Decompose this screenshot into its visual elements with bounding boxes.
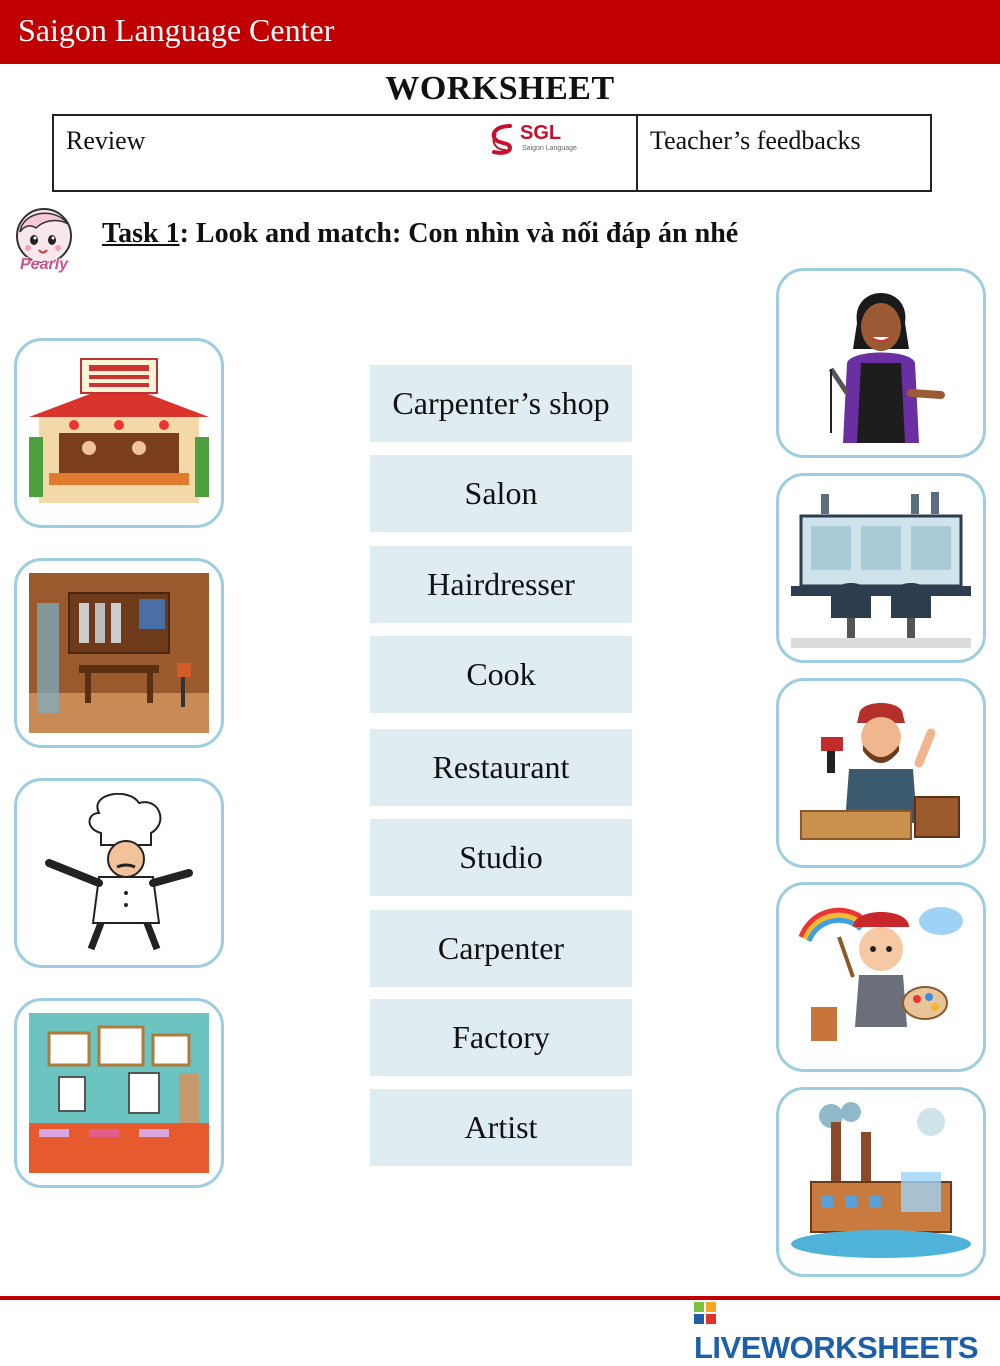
worksheet-title: WORKSHEET: [385, 70, 615, 107]
mascot-name: Pearly: [20, 256, 69, 273]
restaurant-icon: [29, 353, 209, 513]
sgl-logo: [486, 120, 586, 156]
review-label: Review: [66, 126, 146, 155]
header-divider: [636, 116, 638, 190]
hairdresser-picture[interactable]: [776, 268, 986, 458]
chef-icon: [29, 793, 209, 953]
word-salon[interactable]: Salon: [370, 455, 632, 532]
word-factory[interactable]: Factory: [370, 999, 632, 1076]
word-carpenter[interactable]: Carpenter: [370, 910, 632, 987]
artist-picture[interactable]: [776, 882, 986, 1072]
sgl-logo-subtext: Saigon Language: [522, 145, 577, 152]
task-label: Task 1: [102, 218, 180, 249]
word-cook[interactable]: Cook: [370, 636, 632, 713]
salon-picture[interactable]: [776, 473, 986, 663]
hairdresser-icon: [791, 283, 971, 443]
liveworksheets-brand[interactable]: [694, 1294, 1000, 1365]
header-table: [52, 114, 932, 192]
salon-chairs-icon: [791, 488, 971, 648]
word-artist[interactable]: Artist: [370, 1089, 632, 1166]
factory-picture[interactable]: [776, 1087, 986, 1277]
pearly-mascot: [14, 206, 90, 282]
task-instruction: : Look and match: Con nhìn và nối đáp án nhé: [179, 218, 739, 249]
word-carpenters-shop[interactable]: Carpenter’s shop: [370, 365, 632, 442]
carpenter-picture[interactable]: [776, 678, 986, 868]
artist-icon: [791, 897, 971, 1057]
sgl-logo-text: SGL: [520, 122, 562, 144]
carpenters-shop-picture[interactable]: [14, 558, 224, 748]
workshop-icon: [29, 573, 209, 733]
center-name: Saigon Language Center: [18, 12, 335, 48]
top-banner: [0, 0, 1000, 64]
liveworksheets-logo-icon: [694, 1302, 716, 1324]
factory-icon: [791, 1102, 971, 1262]
word-restaurant[interactable]: Restaurant: [370, 729, 632, 806]
art-studio-icon: [29, 1013, 209, 1173]
teacher-feedback-label: Teacher’s feedbacks: [650, 126, 861, 155]
cook-picture[interactable]: [14, 778, 224, 968]
studio-picture[interactable]: [14, 998, 224, 1188]
liveworksheets-text: LIVEWORKSHEETS: [694, 1330, 979, 1365]
task-heading: [102, 218, 738, 250]
sgl-swirl-icon: [486, 120, 520, 156]
carpenter-icon: [791, 693, 971, 853]
word-studio[interactable]: Studio: [370, 819, 632, 896]
restaurant-picture[interactable]: [14, 338, 224, 528]
word-hairdresser[interactable]: Hairdresser: [370, 546, 632, 623]
